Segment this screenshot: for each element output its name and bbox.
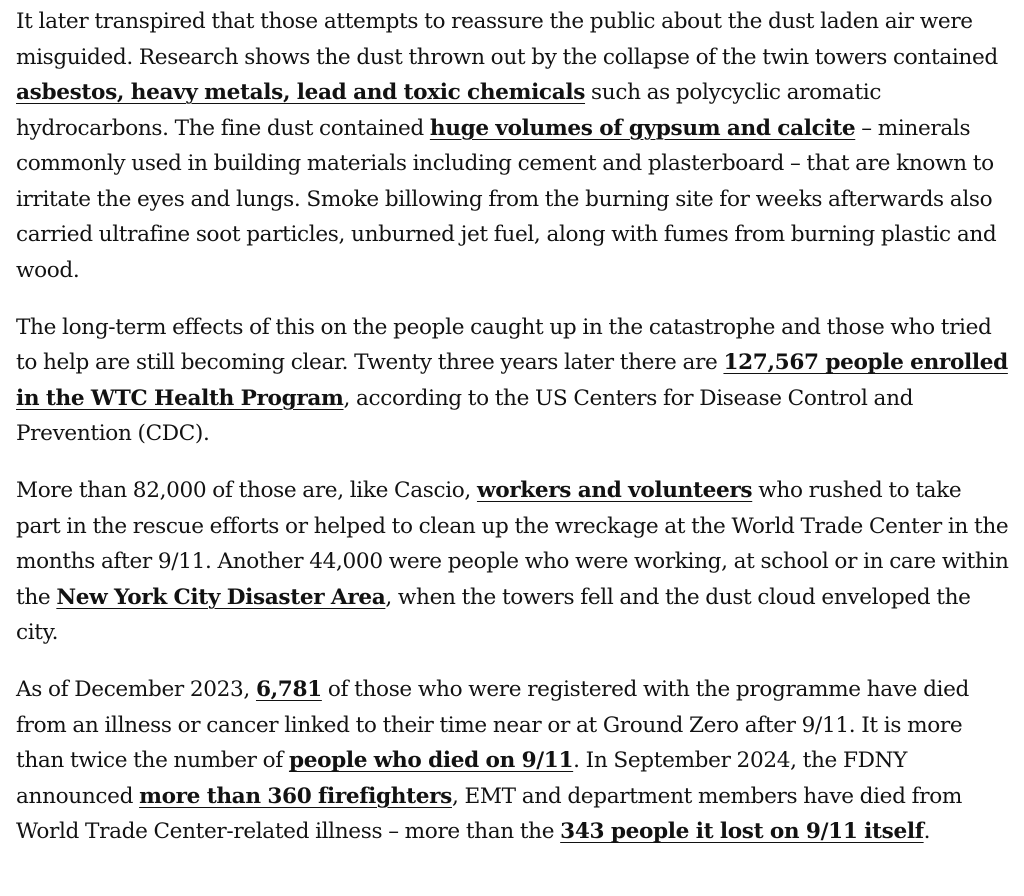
link-gypsum-calcite[interactable]: huge volumes of gypsum and calcite	[429, 115, 856, 141]
text: such as polycyclic aromatic hydrocarbons. The fine dust contained	[16, 80, 882, 141]
text: who rushed to take part in the rescue efforts or helped to clean up the wreckage at the World Trade Center in the months after 9/11. Another 44,000 were people who were working, at school or in care within the	[16, 478, 1009, 610]
text: . In September 2024, the FDNY announced	[16, 748, 908, 809]
link-343-people-lost[interactable]: 343 people it lost on 9/11 itself	[560, 819, 924, 844]
text: of those who were registered with the programme have died from an illness or cancer linked to their time near or at Ground Zero after 9/11. It is more than twice the number of	[16, 677, 969, 773]
paragraph-deaths	[16, 672, 1010, 850]
text: It later transpired that those attempts to reassure the public about the dust laden air were misguided. Research shows the dust thrown out by the collapse of the twin towers contained	[16, 9, 998, 70]
link-asbestos-heavy-metals[interactable]: asbestos, heavy metals, lead and toxic chemicals	[16, 80, 586, 105]
text: , according to the US Centers for Disease Control and Prevention (CDC).	[16, 385, 914, 446]
text: More than 82,000 of those are, like Cascio,	[16, 478, 477, 503]
link-6781-deaths[interactable]: 6,781	[255, 677, 322, 702]
text: As of December 2023,	[16, 677, 256, 702]
link-people-who-died-911[interactable]: people who died on 9/11	[288, 748, 574, 773]
text: , when the towers fell and the dust cloud enveloped the city.	[16, 584, 971, 645]
link-360-firefighters[interactable]: more than 360 firefighters	[139, 783, 452, 809]
text: – minerals commonly used in building materials including cement and plasterboard – that are known to irritate the eyes and lungs. Smoke billowing from the burning site for weeks afterwards also carried ultrafine soot particles, unburned jet fuel, along with fumes from burning plastic and wood.	[16, 115, 997, 283]
link-wtc-health-program[interactable]: 127,567 people enrolled in the WTC Health Program	[16, 350, 1008, 411]
link-workers-volunteers[interactable]: workers and volunteers	[476, 478, 753, 503]
text: The long-term effects of this on the people caught up in the catastrophe and those who tried to help are still becoming clear. Twenty three years later there are	[16, 314, 992, 375]
paragraph-long-term-effects	[16, 310, 1010, 452]
paragraph-dust-composition	[16, 4, 1010, 288]
link-nyc-disaster-area[interactable]: New York City Disaster Area	[56, 584, 386, 610]
text: .	[923, 819, 931, 844]
text: , EMT and department members have died from World Trade Center-related illness – more than the	[16, 783, 962, 844]
paragraph-workers-volunteers	[16, 473, 1010, 651]
